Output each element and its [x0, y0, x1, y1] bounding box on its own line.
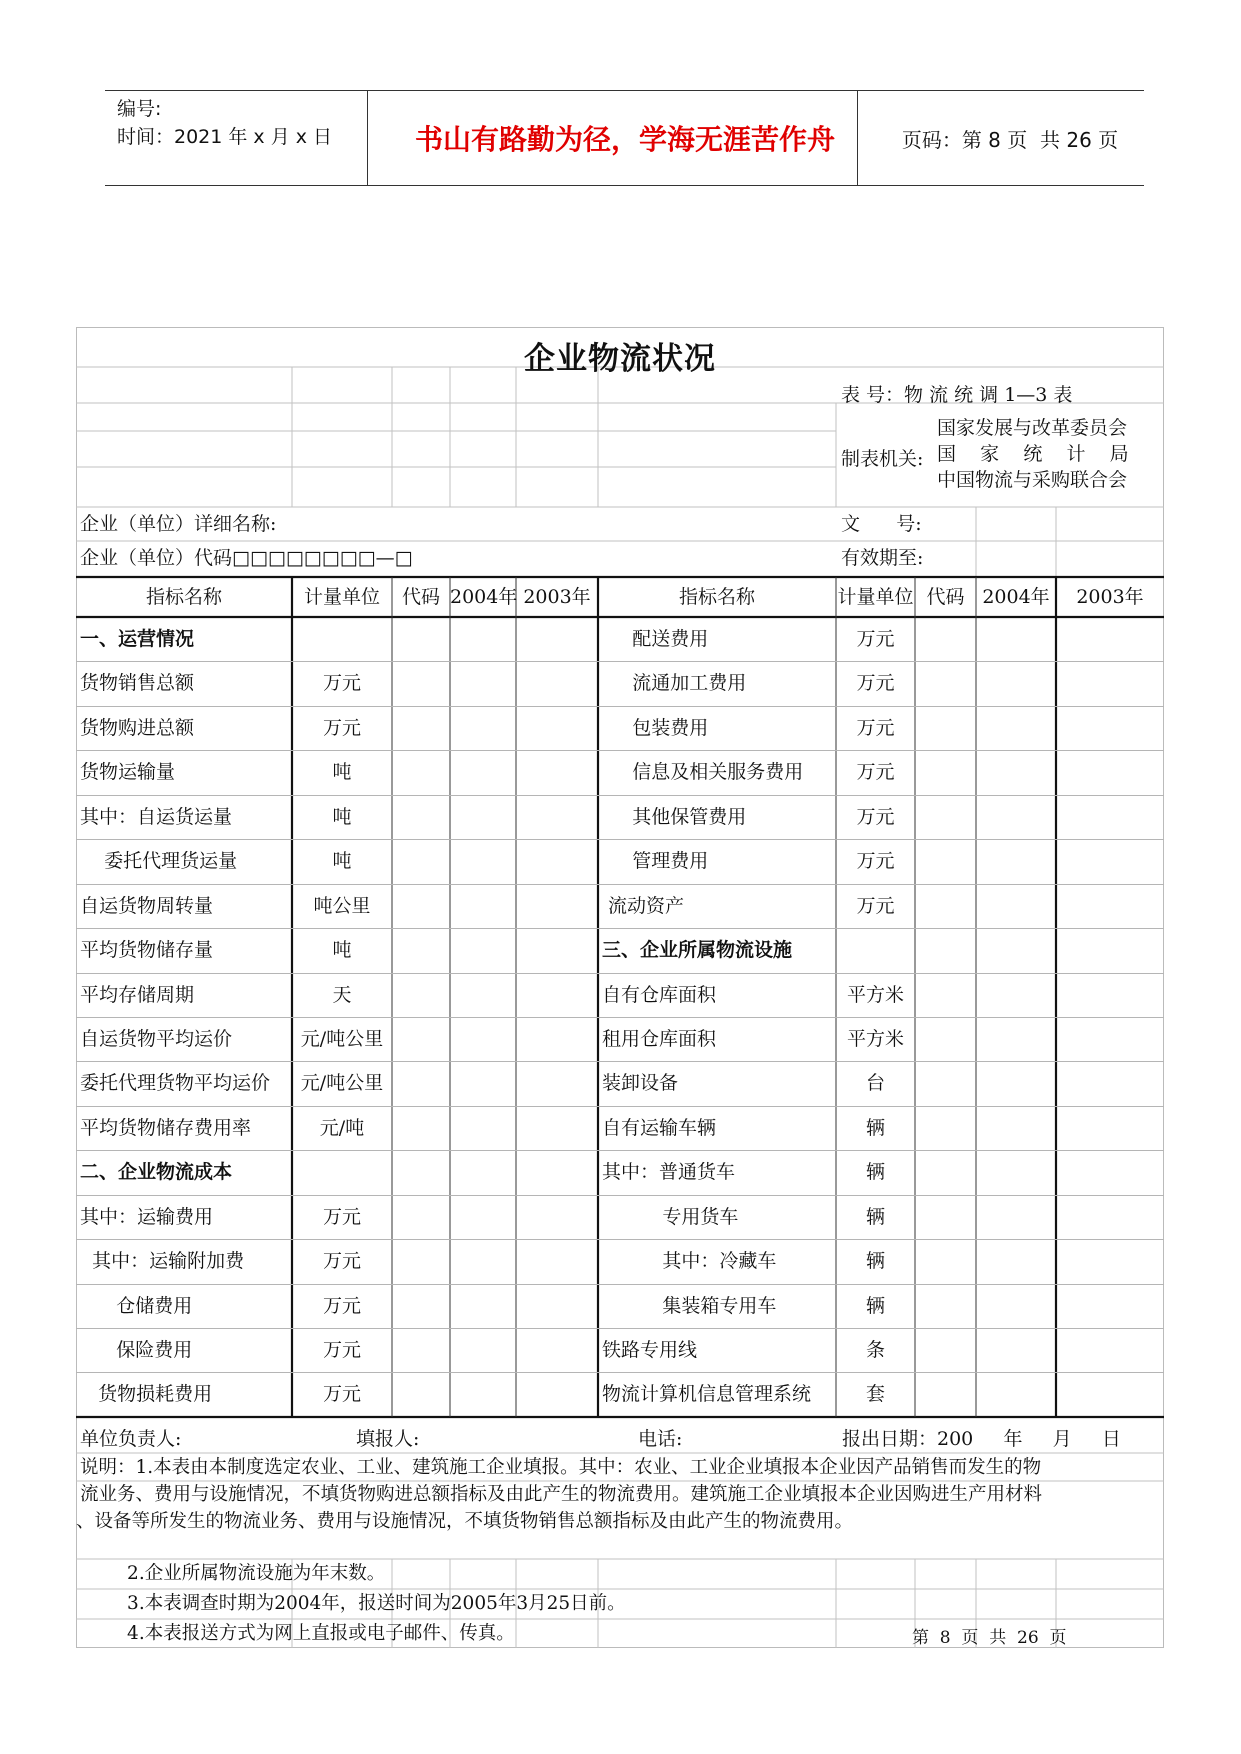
- col-header-code: 代码: [926, 586, 965, 608]
- indicator-name: 平均存储周期: [80, 984, 195, 1006]
- valid-until-label: 有效期至:: [841, 547, 924, 569]
- issuer-line: 国 家 统 计 局: [937, 443, 1129, 465]
- indicator-name: 二、企业物流成本: [80, 1161, 233, 1183]
- col-header-2004: 2004年: [450, 586, 518, 608]
- report-date-label: 报出日期：200 年 月 日: [842, 1428, 1121, 1450]
- indicator-unit: 万元: [856, 717, 895, 739]
- issuer-label: 制表机关:: [841, 448, 924, 470]
- page-footer: 第 8 页 共 26 页: [912, 1628, 1067, 1648]
- issuer-line: 中国物流与采购联合会: [937, 469, 1128, 491]
- indicator-unit: 套: [865, 1383, 885, 1405]
- indicator-unit: 万元: [856, 806, 895, 828]
- indicator-name: 委托代理货运量: [80, 850, 238, 872]
- indicator-unit: 万元: [322, 1339, 361, 1361]
- note-line: 4.本表报送方式为网上直报或电子邮件、传真。: [80, 1623, 515, 1644]
- indicator-name: 一、运营情况: [80, 628, 195, 650]
- indicator-name: 配送费用: [602, 628, 709, 650]
- indicator-name: 其他保管费用: [602, 806, 747, 828]
- indicator-unit: 辆: [865, 1117, 885, 1139]
- header-meta: [117, 95, 332, 151]
- col-header-2003: 2003年: [1076, 586, 1144, 608]
- indicator-name: 集装箱专用车: [602, 1295, 777, 1317]
- indicator-unit: 辆: [865, 1250, 885, 1272]
- indicator-unit: 天: [332, 984, 352, 1006]
- indicator-name: 专用货车: [602, 1206, 739, 1228]
- col-header-name: 指标名称: [678, 586, 755, 608]
- indicator-name: 包装费用: [602, 717, 709, 739]
- indicator-unit: 台: [865, 1072, 885, 1094]
- indicator-name: 流通加工费用: [602, 672, 747, 694]
- indicator-name: 平均货物储存量: [80, 939, 214, 961]
- indicator-unit: 辆: [865, 1161, 885, 1183]
- col-header-2003: 2003年: [523, 586, 591, 608]
- indicator-unit: 万元: [856, 850, 895, 872]
- indicator-name: 货物损耗费用: [80, 1383, 213, 1405]
- indicator-name: 管理费用: [602, 850, 709, 872]
- col-header-unit: 计量单位: [303, 586, 380, 608]
- header-divider: [367, 91, 368, 185]
- indicator-name: 物流计算机信息管理系统: [602, 1383, 812, 1405]
- signature-phone-label: 电话:: [638, 1428, 683, 1450]
- indicator-unit: 吨: [332, 761, 352, 783]
- indicator-unit: 元/吨: [319, 1117, 365, 1139]
- indicator-name: 装卸设备: [602, 1072, 679, 1094]
- indicator-name: 其中：普通货车: [602, 1161, 736, 1183]
- note-line: 2.企业所属物流设施为年末数。: [80, 1563, 386, 1584]
- indicator-unit: 吨: [332, 850, 352, 872]
- note-line: 说明：1.本表由本制度选定农业、工业、建筑施工企业填报。其中：农业、工业企业填报本企业因产品销售而发生的物: [80, 1457, 1042, 1478]
- indicator-name: 其中：自运货运量: [80, 806, 233, 828]
- indicator-unit: 辆: [865, 1206, 885, 1228]
- header-motto: 书山有路勤为径，学海无涯苦作舟: [414, 123, 835, 156]
- indicator-unit: 万元: [856, 628, 895, 650]
- form-title: 企业物流状况: [524, 341, 716, 377]
- note-line: 、设备等所发生的物流业务、费用与设施情况，不填货物销售总额指标及由此产生的物流费用。: [76, 1511, 854, 1532]
- indicator-unit: 元/吨公里: [300, 1072, 384, 1094]
- logistics-form: [76, 327, 1164, 1648]
- indicator-unit: 万元: [322, 1383, 361, 1405]
- col-header-2004: 2004年: [982, 586, 1050, 608]
- indicator-name: 货物运输量: [80, 761, 176, 783]
- indicator-name: 信息及相关服务费用: [602, 761, 804, 783]
- indicator-unit: 吨: [332, 939, 352, 961]
- indicator-unit: 万元: [856, 672, 895, 694]
- header-divider: [857, 91, 858, 185]
- indicator-name: 其中：运输附加费: [80, 1250, 245, 1272]
- indicator-unit: 万元: [322, 1206, 361, 1228]
- indicator-name: 租用仓库面积: [602, 1028, 717, 1050]
- header-page-label: 页码：第 8 页 共 26 页: [901, 127, 1119, 152]
- indicator-unit: 平方米: [846, 984, 904, 1006]
- indicator-unit: 辆: [865, 1295, 885, 1317]
- indicator-unit: 元/吨公里: [300, 1028, 384, 1050]
- indicator-name: 货物购进总额: [80, 717, 195, 739]
- indicator-unit: 万元: [322, 1295, 361, 1317]
- indicator-name: 流动资产: [602, 895, 685, 917]
- indicator-unit: 万元: [856, 895, 895, 917]
- indicator-unit: 平方米: [846, 1028, 904, 1050]
- col-header-unit: 计量单位: [837, 586, 914, 608]
- col-header-name: 指标名称: [145, 586, 222, 608]
- indicator-name: 三、企业所属物流设施: [602, 939, 793, 961]
- note-line: 3.本表调查时期为2004年，报送时间为2005年3月25日前。: [80, 1593, 626, 1614]
- indicator-name: 自运货物周转量: [80, 895, 214, 917]
- indicator-unit: 吨: [332, 806, 352, 828]
- indicator-unit: 吨公里: [313, 895, 371, 917]
- indicator-unit: 条: [865, 1339, 885, 1361]
- indicator-name: 仓储费用: [80, 1295, 193, 1317]
- indicator-name: 平均货物储存费用率: [80, 1117, 252, 1139]
- doc-no-label: 文 号:: [841, 513, 922, 535]
- indicator-name: 自有仓库面积: [602, 984, 717, 1006]
- note-line: 流业务、费用与设施情况，不填货物购进总额指标及由此产生的物流费用。建筑施工企业填报本企业因购进生产用材料: [80, 1484, 1043, 1505]
- indicator-name: 委托代理货物平均运价: [80, 1072, 271, 1094]
- indicator-name: 其中：运输费用: [80, 1206, 214, 1228]
- unit-code-label: 企业（单位）代码□□□□□□□□—□: [80, 547, 413, 569]
- col-header-code: 代码: [401, 586, 440, 608]
- indicator-unit: 万元: [322, 672, 361, 694]
- indicator-name: 铁路专用线: [602, 1339, 698, 1361]
- indicator-unit: 万元: [322, 1250, 361, 1272]
- indicator-name: 自运货物平均运价: [80, 1028, 233, 1050]
- indicator-name: 其中：冷藏车: [602, 1250, 777, 1272]
- indicator-name: 货物销售总额: [80, 672, 195, 694]
- indicator-unit: 万元: [322, 717, 361, 739]
- signature-filler-label: 填报人:: [356, 1428, 420, 1450]
- unit-name-label: 企业（单位）详细名称:: [80, 513, 277, 535]
- indicator-name: 自有运输车辆: [602, 1117, 717, 1139]
- table-number-label: 表 号：物 流 统 调 1—3 表: [841, 384, 1073, 406]
- issuer-line: 国家发展与改革委员会: [937, 417, 1128, 439]
- doc-number-label: 编号:: [117, 98, 162, 120]
- indicator-unit: 万元: [856, 761, 895, 783]
- doc-time-label: 时间：2021 年 x 月 x 日: [117, 126, 333, 148]
- page-header: [105, 90, 1144, 186]
- signature-head-label: 单位负责人:: [80, 1428, 182, 1450]
- indicator-name: 保险费用: [80, 1339, 193, 1361]
